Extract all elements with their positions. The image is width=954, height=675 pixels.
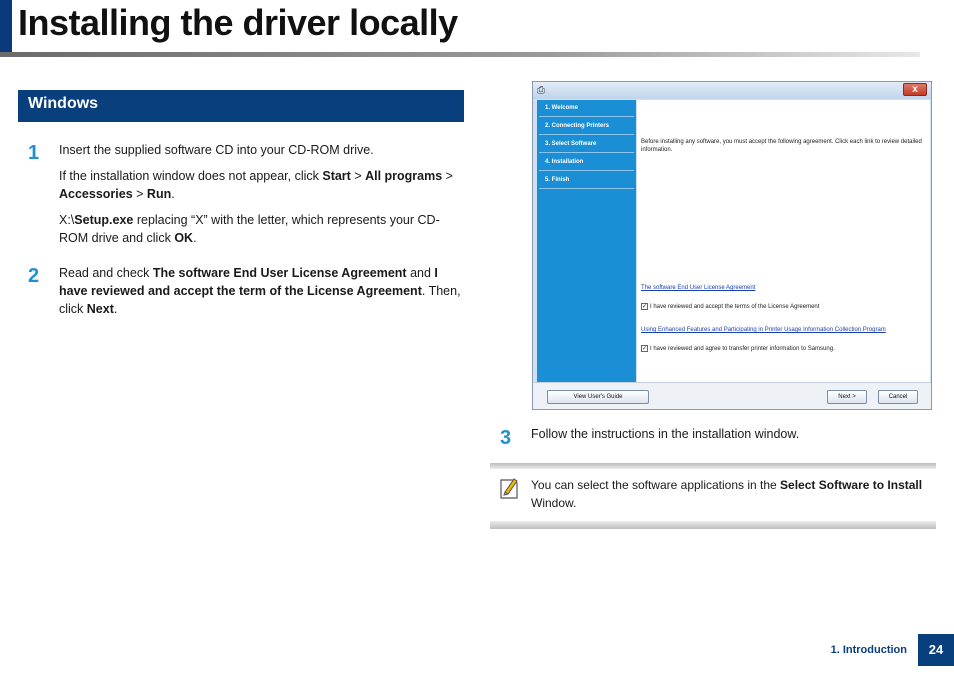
- transfer-checkbox-row[interactable]: [641, 345, 835, 352]
- step-1-text: Insert the supplied software CD into your CD-ROM drive.: [59, 143, 374, 157]
- note-text: You can select the software applications in the Select Software to Install Window.: [531, 478, 923, 510]
- note-pencil-icon: [498, 475, 520, 501]
- agreement-intro: Before installing any software, you must accept the following agreement. Click each link to review detailed information.: [641, 139, 922, 153]
- title-accent-bar: [0, 0, 12, 52]
- eula-checkbox[interactable]: ✓: [642, 304, 648, 310]
- close-button[interactable]: x: [903, 83, 927, 96]
- note-bottom-rule: [490, 521, 936, 529]
- step-number-1: 1: [28, 142, 40, 164]
- step-1-instruction: If the installation window does not appear, click Start > All programs > Accessories > Run.: [59, 169, 453, 201]
- step-2-text: Read and check The software End User License Agreement and I have reviewed and accept the term of the License Agreement. Then, click Next.: [59, 266, 461, 316]
- section-header: [18, 90, 464, 122]
- section-title: Windows: [28, 95, 99, 112]
- next-button[interactable]: Next >: [827, 390, 867, 404]
- sidebar-item-installation: 4. Installation: [539, 154, 634, 171]
- title-divider: [0, 52, 920, 57]
- enhanced-features-link[interactable]: Using Enhanced Features and Participating in Printer Usage Information Collection Program: [641, 327, 886, 333]
- step-3-text: Follow the instructions in the installation window.: [531, 427, 800, 441]
- transfer-checkbox-label: I have reviewed and agree to transfer printer information to Samsung.: [650, 346, 835, 353]
- sidebar-item-select-software: 3. Select Software: [539, 136, 634, 153]
- printer-icon: ⎙: [537, 85, 545, 96]
- installer-content: [637, 100, 930, 382]
- eula-checkbox-label: I have reviewed and accept the terms of the License Agreement: [650, 304, 820, 311]
- view-users-guide-button[interactable]: View User's Guide: [547, 390, 649, 404]
- note-box: [490, 463, 936, 529]
- transfer-checkbox[interactable]: ✓: [642, 346, 648, 352]
- sidebar-item-welcome: 1. Welcome: [539, 100, 634, 117]
- cancel-button[interactable]: Cancel: [878, 390, 918, 404]
- footer-chapter-label: 1. Introduction: [830, 644, 907, 656]
- page-title: Installing the driver locally: [18, 2, 458, 43]
- step-number-3: 3: [500, 427, 512, 449]
- eula-link[interactable]: The software End User License Agreement: [641, 285, 756, 291]
- sidebar-item-finish: 5. Finish: [539, 172, 634, 189]
- installer-screenshot: [532, 81, 932, 410]
- installer-sidebar: [537, 100, 636, 382]
- eula-checkbox-row[interactable]: [641, 303, 819, 310]
- step-1-run-command: X:\Setup.exe replacing “X” with the letter, which represents your CD-ROM drive and click OK.: [59, 213, 440, 245]
- step-number-2: 2: [28, 265, 40, 287]
- sidebar-item-connecting-printers: 2. Connecting Printers: [539, 118, 634, 135]
- installer-titlebar: [533, 82, 931, 99]
- installer-footer: [533, 382, 931, 409]
- page-number: 24: [918, 634, 954, 666]
- note-top-rule: [490, 463, 936, 469]
